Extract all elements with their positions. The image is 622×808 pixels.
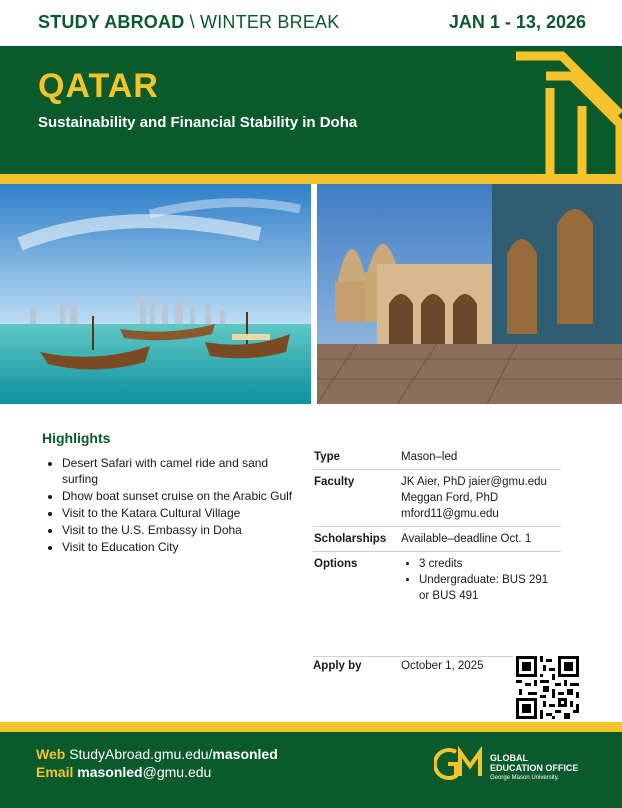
type-label: Type: [314, 451, 340, 463]
options-value: [401, 556, 561, 604]
list-item: • Visit to the U.S. Embassy in Doha: [62, 522, 302, 538]
gmu-logo-icon: [434, 744, 486, 784]
apply-value: October 1, 2025: [401, 660, 484, 672]
hero-banner: [0, 46, 622, 174]
program-info-table: [313, 445, 561, 608]
gold-rule-top: [0, 174, 622, 184]
footer: [0, 732, 622, 808]
list-item: • Visit to Education City: [62, 539, 302, 555]
list-item: • 3 credits: [419, 556, 561, 572]
web-url-path: masonled: [212, 746, 278, 762]
faculty-value: [401, 474, 561, 522]
top-bar: [0, 0, 622, 46]
apply-by-row: [313, 656, 513, 672]
office-line2: EDUCATION OFFICE: [490, 763, 579, 773]
faculty-label: Faculty: [314, 476, 355, 488]
email-link[interactable]: [77, 764, 211, 780]
email-label: Email: [36, 764, 74, 780]
highlights-heading: Highlights: [42, 430, 111, 446]
country-title: QATAR: [38, 67, 159, 105]
info-row-faculty: [313, 470, 561, 527]
faculty-line: Meggan Ford, PhD: [401, 492, 499, 504]
info-row-scholarships: [313, 527, 561, 552]
list-item: • Undergraduate: BUS 291 or BUS 491: [419, 572, 561, 604]
list-item: • Desert Safari with camel ride and sand surfing: [62, 455, 302, 487]
program-term: WINTER BREAK: [200, 12, 340, 32]
scholarships-value: Available–deadline Oct. 1: [401, 533, 532, 545]
gold-rule-bottom: [0, 722, 622, 732]
program-dates: JAN 1 - 13, 2026: [448, 12, 586, 32]
email-user: masonled: [77, 764, 143, 780]
web-label: Web: [36, 746, 66, 762]
faculty-line: mford11@gmu.edu: [401, 508, 499, 520]
web-url-base: StudyAbroad.gmu.edu/: [69, 746, 213, 762]
highlights-list: [42, 455, 302, 556]
gmu-arrow-motif-icon: [512, 46, 622, 174]
type-value: Mason–led: [401, 451, 458, 463]
program-prefix: STUDY ABROAD: [38, 12, 185, 32]
options-list: [401, 556, 561, 604]
info-row-type: [313, 445, 561, 470]
scholarships-label: Scholarships: [314, 533, 387, 545]
separator: \: [189, 12, 195, 32]
katara-village-photo: [317, 184, 622, 404]
doha-skyline-photo: [0, 184, 311, 404]
program-name: [38, 12, 339, 33]
faculty-line: JK Aier, PhD jaier@gmu.edu: [401, 476, 547, 488]
web-line: [36, 746, 278, 762]
list-item: • Visit to the Katara Cultural Village: [62, 505, 302, 521]
info-row-options: [313, 552, 561, 608]
email-line: [36, 764, 211, 780]
office-name: [490, 753, 578, 783]
office-line1: GLOBAL: [490, 753, 528, 763]
email-domain: @gmu.edu: [142, 764, 212, 780]
program-subtitle: Sustainability and Financial Stability in Doha: [38, 114, 358, 131]
web-link[interactable]: [69, 746, 278, 762]
apply-label: Apply by: [313, 660, 362, 672]
office-line3: George Mason University.: [490, 775, 559, 781]
qr-code-icon[interactable]: [516, 656, 579, 719]
options-label: Options: [314, 558, 358, 570]
list-item: • Dhow boat sunset cruise on the Arabic Gulf: [62, 488, 302, 504]
